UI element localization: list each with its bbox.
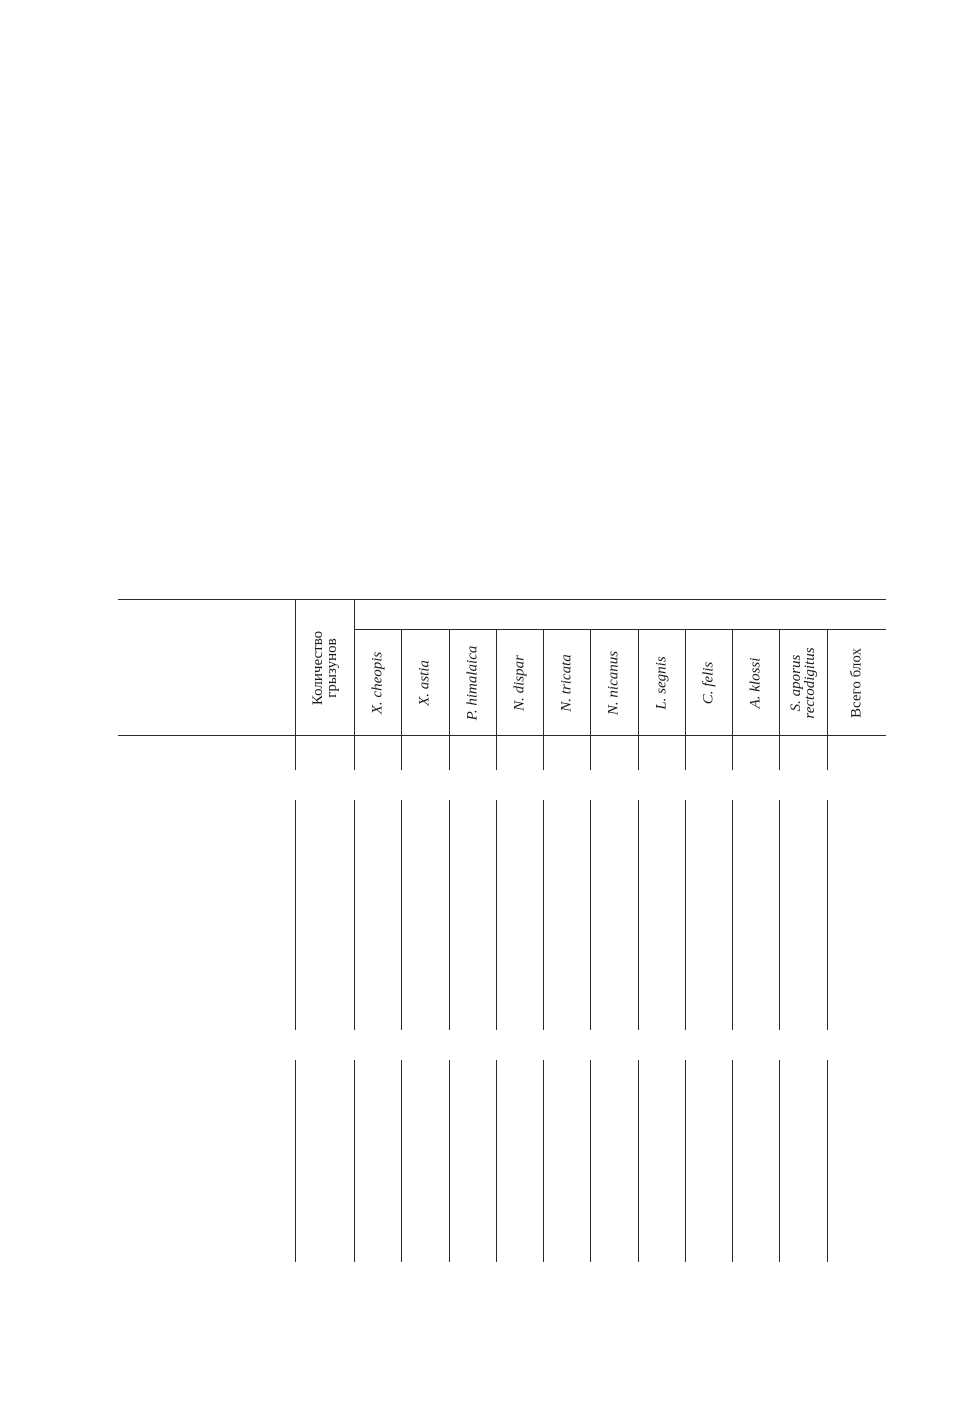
body-divider bbox=[543, 800, 544, 1030]
table-top-rule bbox=[118, 599, 886, 600]
species-group-rule bbox=[354, 629, 886, 630]
species-header-c-felis: C. felis bbox=[700, 661, 717, 705]
body-divider bbox=[295, 736, 296, 770]
body-divider bbox=[543, 1060, 544, 1262]
body-divider bbox=[401, 1060, 402, 1262]
body-divider bbox=[732, 1060, 733, 1262]
species-header-a-klossi: A. klossi bbox=[747, 657, 764, 709]
body-divider bbox=[827, 736, 828, 770]
header-divider bbox=[638, 629, 639, 735]
body-divider bbox=[543, 736, 544, 770]
header-divider bbox=[295, 599, 296, 735]
rodent-count-header: Количество грызунов bbox=[310, 630, 340, 706]
header-divider bbox=[590, 629, 591, 735]
body-divider bbox=[827, 800, 828, 1030]
body-divider bbox=[827, 1060, 828, 1262]
body-divider bbox=[295, 1060, 296, 1262]
body-divider bbox=[779, 1060, 780, 1262]
body-divider bbox=[732, 736, 733, 770]
header-divider bbox=[543, 629, 544, 735]
header-divider bbox=[827, 629, 828, 735]
body-divider bbox=[496, 800, 497, 1030]
body-divider bbox=[779, 800, 780, 1030]
species-header-x-astia: X. astia bbox=[416, 660, 433, 706]
species-header-l-segnis: L. segnis bbox=[653, 656, 670, 710]
body-divider bbox=[590, 1060, 591, 1262]
body-divider bbox=[685, 736, 686, 770]
body-divider bbox=[685, 800, 686, 1030]
total-fleas-header: Всего блох bbox=[848, 648, 865, 718]
body-divider bbox=[638, 1060, 639, 1262]
species-header-s-aporus-rectodigitus: S. aporus rectodigitus bbox=[788, 647, 818, 719]
body-divider bbox=[354, 800, 355, 1030]
header-divider bbox=[732, 629, 733, 735]
body-divider bbox=[685, 1060, 686, 1262]
body-divider bbox=[401, 736, 402, 770]
species-header-x-cheopis: X. cheopis bbox=[369, 651, 386, 715]
body-divider bbox=[449, 800, 450, 1030]
header-divider bbox=[496, 629, 497, 735]
species-header-p-himalaica: P. himalaica bbox=[464, 645, 481, 721]
body-divider bbox=[401, 800, 402, 1030]
body-divider bbox=[449, 1060, 450, 1262]
header-divider bbox=[449, 629, 450, 735]
header-divider bbox=[354, 599, 355, 735]
body-divider bbox=[779, 736, 780, 770]
body-divider bbox=[638, 800, 639, 1030]
body-divider bbox=[732, 800, 733, 1030]
header-divider bbox=[685, 629, 686, 735]
body-divider bbox=[638, 736, 639, 770]
body-divider bbox=[496, 1060, 497, 1262]
body-divider bbox=[496, 736, 497, 770]
body-divider bbox=[590, 736, 591, 770]
header-divider bbox=[779, 629, 780, 735]
body-divider bbox=[295, 800, 296, 1030]
species-header-n-tricata: N. tricata bbox=[558, 654, 575, 712]
header-divider bbox=[401, 629, 402, 735]
body-divider bbox=[354, 1060, 355, 1262]
species-header-n-nicanus: N. nicanus bbox=[605, 650, 622, 716]
body-divider bbox=[590, 800, 591, 1030]
body-divider bbox=[354, 736, 355, 770]
species-header-n-dispar: N. dispar bbox=[511, 655, 528, 711]
body-divider bbox=[449, 736, 450, 770]
header-bottom-rule bbox=[118, 735, 886, 736]
